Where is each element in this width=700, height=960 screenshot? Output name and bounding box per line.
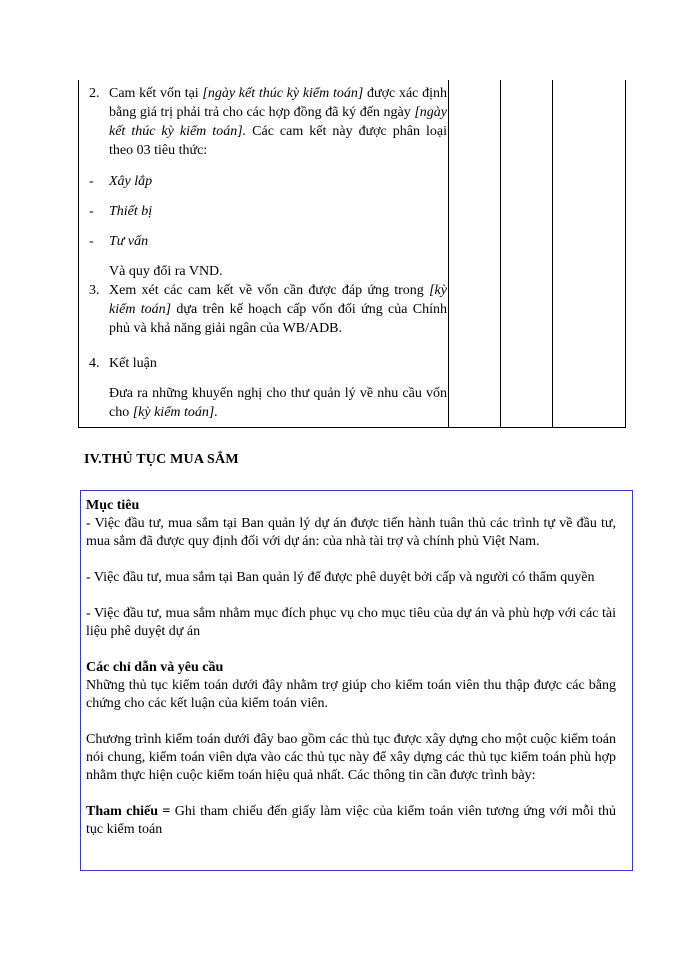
item-number: 2. — [89, 86, 100, 101]
objectives-box — [80, 490, 633, 871]
item-number: 4. — [89, 356, 100, 371]
reference-text: Ghi tham chiếu đến giấy làm việc của kiểm toán viên tương ứng với mỗi thủ tục kiểm toán — [86, 804, 616, 837]
objective-title: Mục tiêu — [86, 498, 140, 513]
reference-paragraph — [86, 803, 616, 839]
dash-marker: - — [89, 234, 94, 249]
section-heading: IV.THỦ TỤC MUA SẮM — [84, 452, 239, 467]
conclusion-text — [89, 384, 447, 422]
list-item — [89, 172, 447, 191]
dash-marker: - — [89, 174, 94, 189]
audit-procedure-table — [78, 80, 626, 428]
item-text: Các cam kết này được phân loại theo 03 tiêu thức: — [109, 124, 447, 158]
convert-note: Và quy đổi ra VND. — [109, 264, 223, 279]
item-number: 3. — [89, 283, 100, 298]
list-item — [89, 202, 447, 221]
procedure-item-3 — [89, 281, 447, 338]
procedure-cell — [89, 84, 447, 422]
table-column-divider — [500, 80, 501, 427]
list-item — [89, 232, 447, 251]
item-placeholder: [kỳ kiểm toán]. — [132, 405, 218, 420]
item-text: Đưa ra những khuyến nghị cho thư quản lý về nhu cầu vốn cho — [109, 386, 447, 420]
list-item-label: Xây lắp — [109, 174, 153, 189]
item-text: Cam kết vốn tại — [109, 86, 203, 101]
objective-paragraph: - Việc đầu tư, mua sắm nhằm mục đích phục vụ cho mục tiêu của dự án và phù hợp với các tài liệu phê duyệt dự án — [86, 606, 616, 639]
objective-paragraph: - Việc đầu tư, mua sắm tại Ban quản lý dự án được tiến hành tuân thủ các trình tự về đầu tư, mua sắm đã được quy định đối với dự án: của nhà tài trợ và chính phủ Việt Nam. — [86, 516, 616, 549]
item-placeholder: [kỳ kiểm toán] — [109, 283, 447, 317]
list-item-label: Tư vấn — [109, 234, 149, 249]
table-column-divider — [552, 80, 553, 427]
guide-paragraph: Chương trình kiểm toán dưới đây bao gồm các thủ tục được xây dựng cho một cuộc kiểm toán nói chung, kiểm toán viên dựa vào các thủ tục này để xây dựng các thủ tục kiểm toán phù hợp nhằm thực hiện cuộc kiểm toán hiệu quả nhất. Các thông tin cần được trình bày: — [86, 732, 616, 783]
list-item-label: Thiết bị — [109, 204, 153, 219]
item-placeholder: [ngày kết thúc kỳ kiểm toán] — [202, 86, 364, 101]
dash-marker: - — [89, 204, 94, 219]
guide-title: Các chỉ dẫn và yêu cầu — [86, 660, 224, 675]
item-text: Xem xét các cam kết về vốn cần được đáp ứng trong — [109, 283, 430, 298]
procedure-item-2 — [89, 84, 447, 160]
item-text: được xác định bằng giá trị phải trả cho các hợp đồng đã ký đến ngày — [109, 86, 447, 120]
reference-label: Tham chiếu = — [86, 804, 171, 819]
objective-paragraph: - Việc đầu tư, mua sắm tại Ban quản lý để được phê duyệt bởi cấp và người có thẩm quyền — [86, 570, 595, 585]
item-placeholder: [ngày kết thúc kỳ kiểm toán]. — [109, 105, 447, 139]
procedure-item-4 — [89, 354, 447, 373]
item-text: dựa trên kế hoạch cấp vốn đối ứng của Chính phủ và khả năng giải ngân của WB/ADB. — [109, 302, 448, 336]
item-title: Kết luận — [109, 356, 157, 371]
table-column-divider — [448, 80, 449, 427]
guide-paragraph: Những thủ tục kiểm toán dưới đây nhằm trợ giúp cho kiểm toán viên thu thập được các bằng chứng cho các kết luận của kiểm toán viên. — [86, 678, 616, 711]
